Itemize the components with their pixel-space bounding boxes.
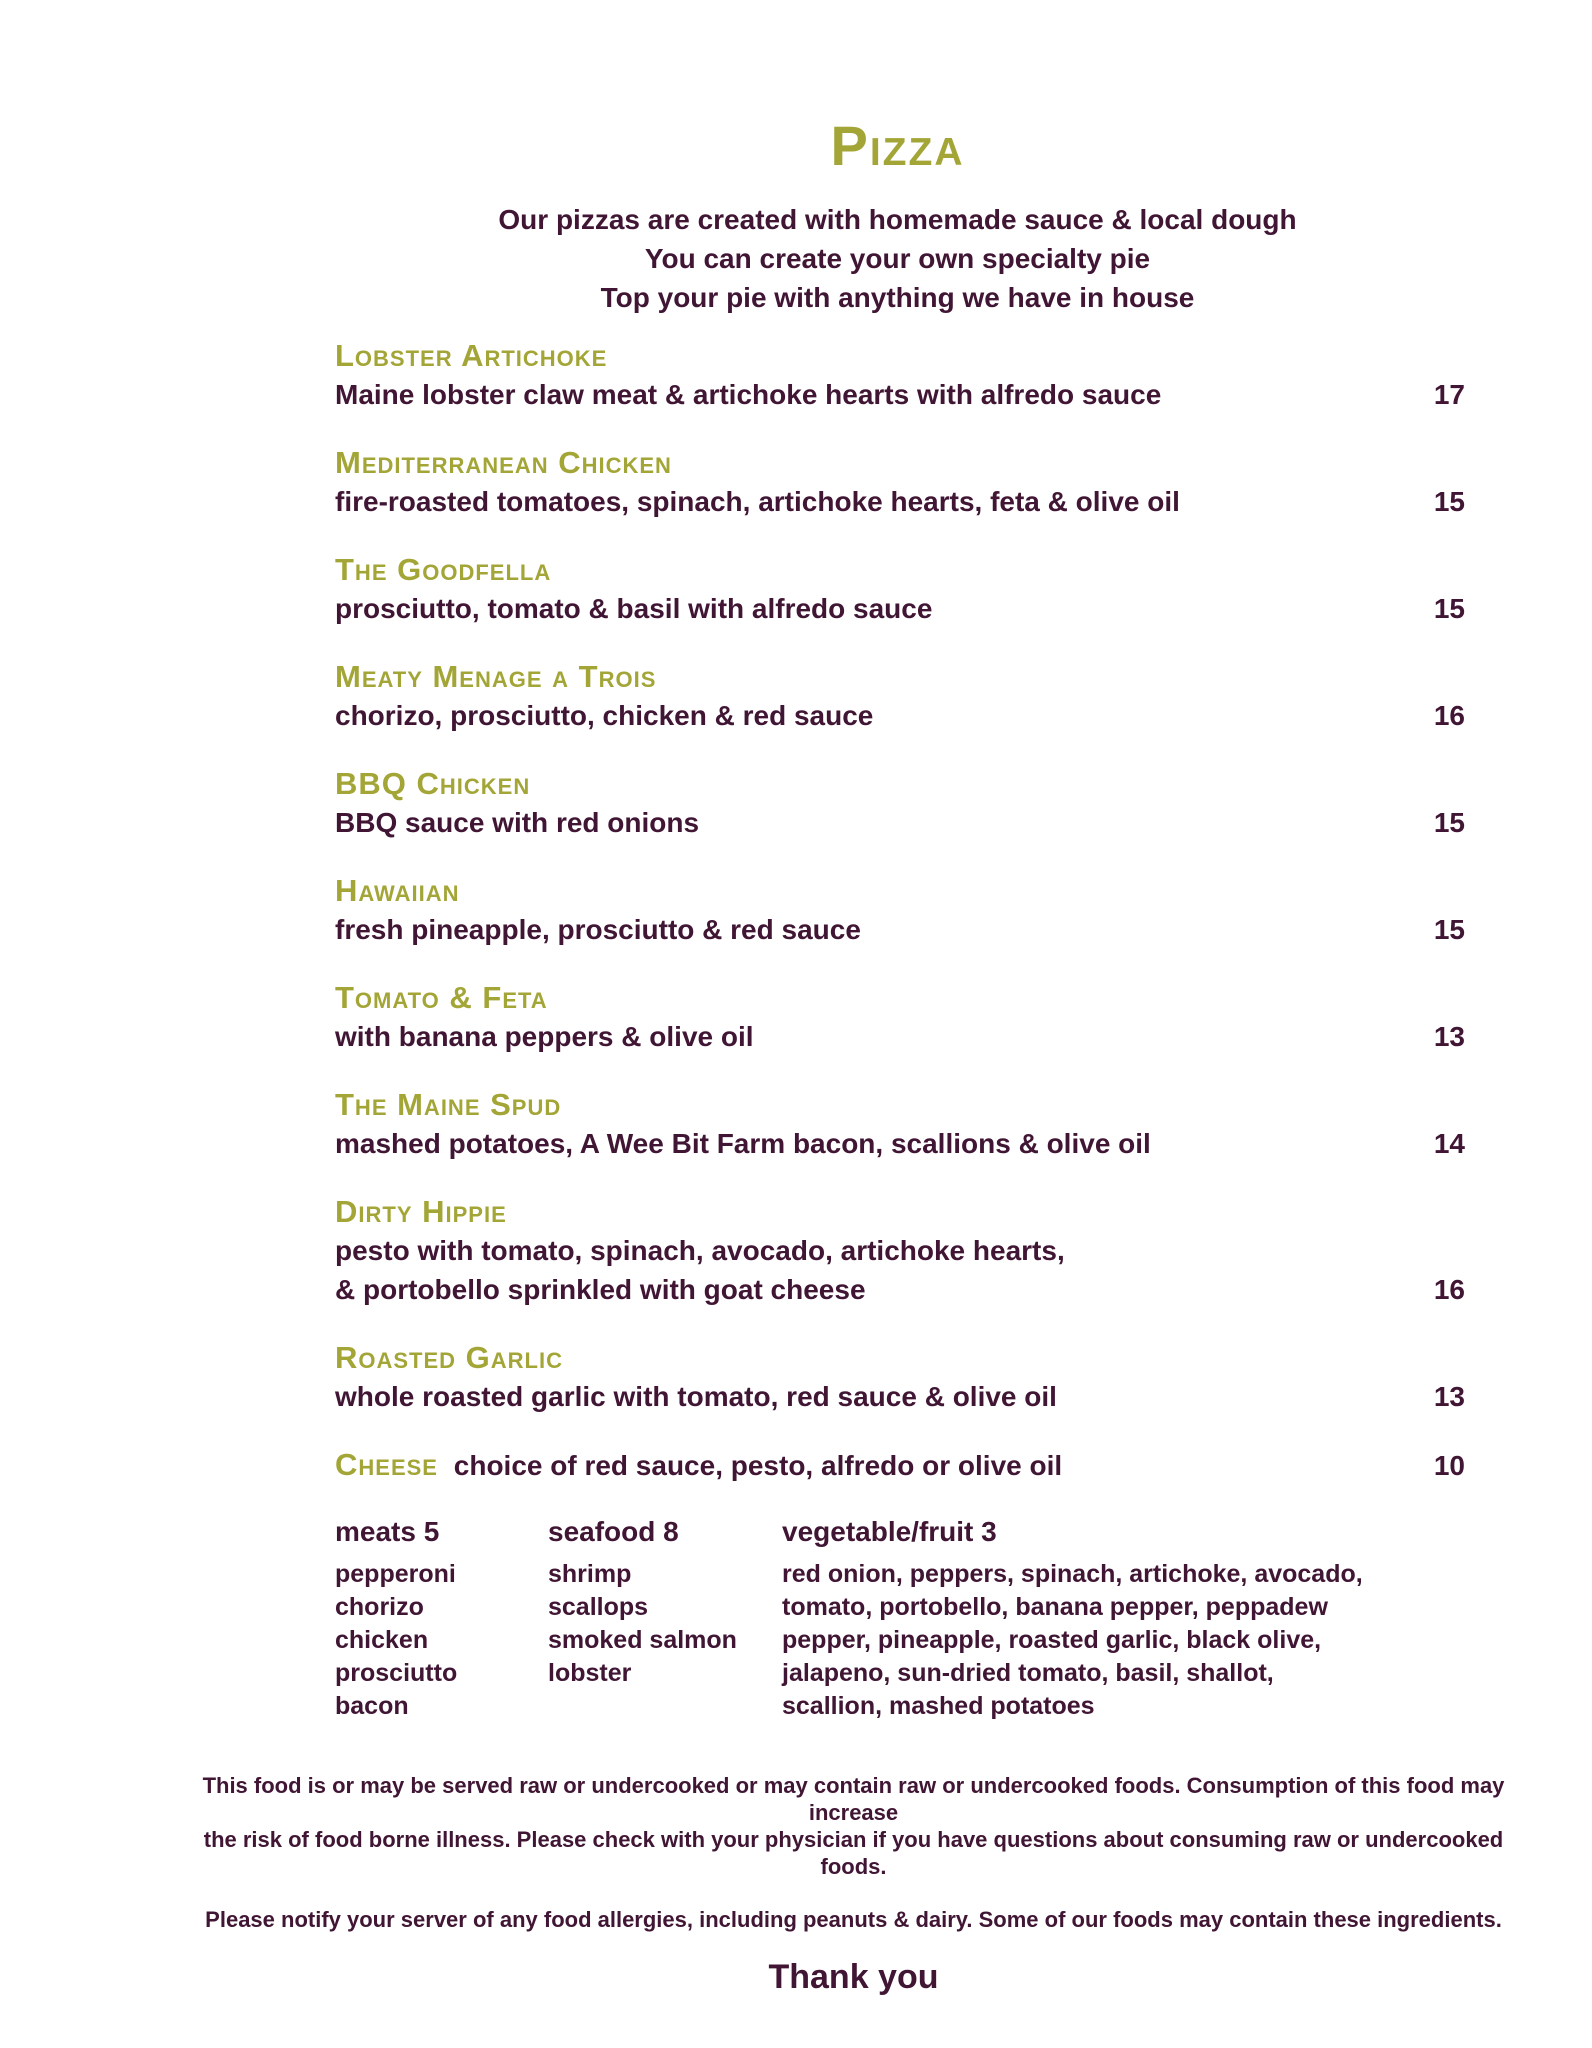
item-row <box>335 1445 1465 1485</box>
topping-item-line: jalapeno, sun-dried tomato, basil, shallot, <box>782 1659 1274 1687</box>
topping-item: prosciutto <box>335 1659 458 1687</box>
item-row <box>335 910 1465 949</box>
topping-item: smoked salmon <box>548 1626 737 1654</box>
menu-item-the-goodfella <box>335 550 1465 628</box>
item-description-line: & portobello sprinkled with goat cheese <box>335 1274 866 1305</box>
topping-item: scallops <box>548 1593 649 1621</box>
toppings-column-vegetable-fruit <box>782 1514 1465 1723</box>
item-price: 15 <box>1433 593 1465 624</box>
topping-item: pepperoni <box>335 1560 456 1588</box>
item-row <box>335 589 1465 628</box>
item-description: chorizo, prosciutto, chicken & red sauce <box>335 700 874 731</box>
item-description <box>335 1445 1062 1485</box>
item-row <box>335 1231 1465 1309</box>
toppings-column-meats <box>335 1514 548 1723</box>
item-name: Meaty Menage a Trois <box>335 659 657 694</box>
menu-item-hawaiian <box>335 871 1465 949</box>
item-description <box>335 1231 1065 1309</box>
item-description: BBQ sauce with red onions <box>335 807 700 838</box>
menu-item-tomato-feta <box>335 978 1465 1056</box>
page-title: Pizza <box>830 114 965 177</box>
disclaimer-line: This food is or may be served raw or undercooked or may contain raw or undercooked foods. Consumption of this food may increase <box>202 1773 1505 1825</box>
topping-item: bacon <box>335 1692 409 1720</box>
item-price: 10 <box>1433 1450 1465 1481</box>
item-price: 16 <box>1433 700 1465 731</box>
toppings-column-header: meats 5 <box>335 1516 440 1547</box>
topping-item-line: red onion, peppers, spinach, artichoke, avocado, <box>782 1560 1363 1588</box>
menu-item-meaty-menage-a-trois <box>335 657 1465 735</box>
toppings-column-items <box>548 1558 782 1690</box>
item-row <box>335 1377 1465 1416</box>
item-price: 14 <box>1433 1128 1465 1159</box>
toppings-column-header: seafood 8 <box>548 1516 679 1547</box>
item-price: 15 <box>1433 807 1465 838</box>
disclaimer-line: the risk of food borne illness. Please check with your physician if you have questions about consuming raw or undercooked foods. <box>203 1827 1504 1879</box>
item-row <box>335 1017 1465 1056</box>
intro-line: Our pizzas are created with homemade sauce & local dough <box>498 204 1297 235</box>
topping-item-line: tomato, portobello, banana pepper, peppadew <box>782 1593 1328 1621</box>
item-name: Lobster Artichoke <box>335 338 608 373</box>
topping-item: chorizo <box>335 1593 424 1621</box>
item-price: 13 <box>1433 1021 1465 1052</box>
topping-item-line: pepper, pineapple, roasted garlic, black olive, <box>782 1626 1322 1654</box>
toppings-column-items <box>335 1558 548 1723</box>
item-price: 15 <box>1433 914 1465 945</box>
item-row <box>335 482 1465 521</box>
menu-item-mediterranean-chicken <box>335 443 1465 521</box>
item-description: prosciutto, tomato & basil with alfredo sauce <box>335 593 933 624</box>
menu-item-roasted-garlic <box>335 1338 1465 1416</box>
item-name: Cheese <box>335 1447 438 1482</box>
item-row <box>335 1124 1465 1163</box>
item-name: The Maine Spud <box>335 1087 562 1122</box>
toppings-column-items <box>782 1558 1465 1723</box>
intro-line: Top your pie with anything we have in house <box>600 282 1195 313</box>
item-name: BBQ Chicken <box>335 766 531 801</box>
item-name: Tomato & Feta <box>335 980 548 1015</box>
item-description: whole roasted garlic with tomato, red sauce & olive oil <box>335 1381 1057 1412</box>
allergy-note: Please notify your server of any food allergies, including peanuts & dairy. Some of our foods may contain these ingredients. <box>205 1907 1502 1932</box>
item-row <box>335 375 1465 414</box>
item-price: 17 <box>1433 379 1465 410</box>
item-name: Dirty Hippie <box>335 1194 507 1229</box>
item-name: Roasted Garlic <box>335 1340 564 1375</box>
raw-food-disclaimer <box>200 1772 1507 1880</box>
item-name: Hawaiian <box>335 873 460 908</box>
toppings-column-seafood <box>548 1514 782 1723</box>
item-name: The Goodfella <box>335 552 552 587</box>
topping-item: lobster <box>548 1659 632 1687</box>
menu-intro <box>335 200 1460 317</box>
menu-item-bbq-chicken <box>335 764 1465 842</box>
item-row <box>335 803 1465 842</box>
item-description: with banana peppers & olive oil <box>335 1021 754 1052</box>
menu-item-lobster-artichoke <box>335 336 1465 414</box>
item-row <box>335 696 1465 735</box>
menu-header <box>335 114 1460 317</box>
menu-item-dirty-hippie <box>335 1192 1465 1309</box>
item-description: fresh pineapple, prosciutto & red sauce <box>335 914 861 945</box>
menu-items <box>335 336 1465 1723</box>
item-description: mashed potatoes, A Wee Bit Farm bacon, scallions & olive oil <box>335 1128 1151 1159</box>
topping-item-line: scallion, mashed potatoes <box>782 1692 1095 1720</box>
item-description-line: choice of red sauce, pesto, alfredo or olive oil <box>453 1450 1063 1481</box>
item-price: 16 <box>1433 1274 1465 1305</box>
item-description: Maine lobster claw meat & artichoke hearts with alfredo sauce <box>335 379 1162 410</box>
topping-item: chicken <box>335 1626 429 1654</box>
toppings-section <box>335 1514 1465 1723</box>
menu-footer <box>200 1772 1507 1997</box>
thank-you-text: Thank you <box>768 1958 939 1996</box>
item-description-line: pesto with tomato, spinach, avocado, artichoke hearts, <box>335 1235 1065 1266</box>
item-name: Mediterranean Chicken <box>335 445 672 480</box>
topping-item: shrimp <box>548 1560 632 1588</box>
intro-line: You can create your own specialty pie <box>644 243 1151 274</box>
item-price: 15 <box>1433 486 1465 517</box>
item-price: 13 <box>1433 1381 1465 1412</box>
menu-item-the-maine-spud <box>335 1085 1465 1163</box>
menu-item-cheese <box>335 1445 1465 1485</box>
toppings-column-header: vegetable/fruit 3 <box>782 1516 997 1547</box>
item-description: fire-roasted tomatoes, spinach, artichoke hearts, feta & olive oil <box>335 486 1180 517</box>
